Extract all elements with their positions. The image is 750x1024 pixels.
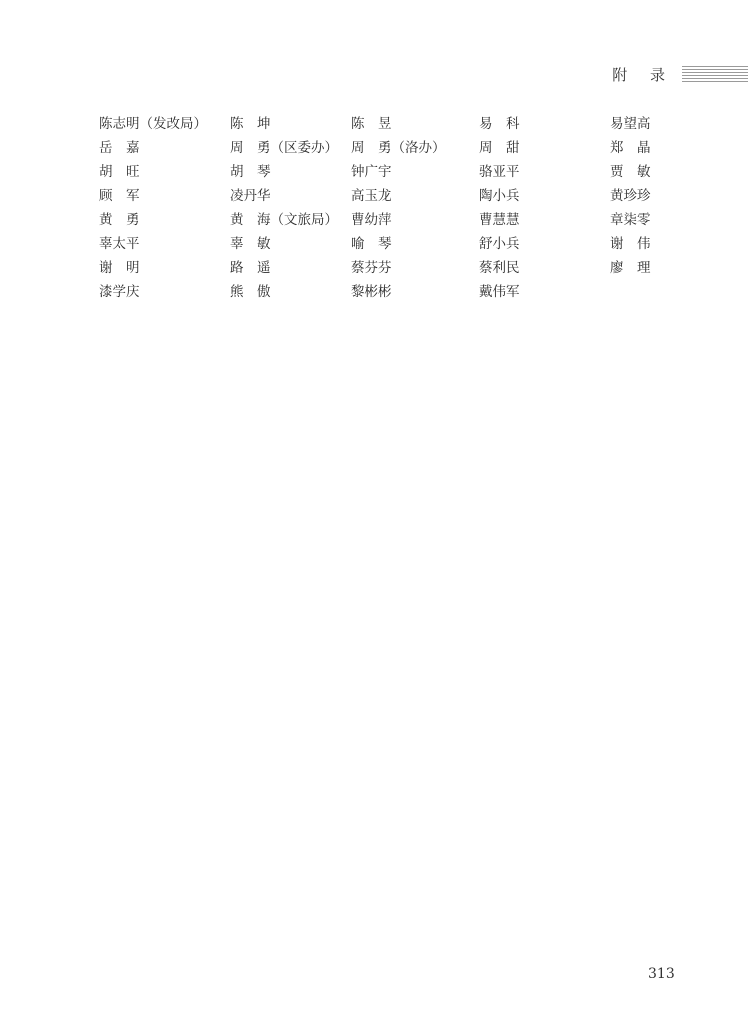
name-entry: 蔡利民 (479, 260, 520, 276)
name-row (99, 281, 659, 305)
name-row (99, 137, 659, 161)
name-entry: 曹幼萍 (351, 212, 392, 228)
name-entry: 喻 琴 (351, 236, 392, 252)
name-entry: 陈 昱 (351, 116, 392, 132)
page-number: 313 (648, 966, 675, 982)
name-entry: 郑 晶 (610, 140, 651, 156)
name-entry: 谢 明 (99, 260, 140, 276)
name-row (99, 233, 659, 257)
name-entry: 骆亚平 (479, 164, 520, 180)
name-entry: 曹慧慧 (479, 212, 520, 228)
name-entry: 章柒零 (610, 212, 651, 228)
name-entry: 黄珍珍 (610, 188, 651, 204)
name-row (99, 257, 659, 281)
section-title: 附 录 (612, 66, 674, 84)
running-header (612, 64, 750, 85)
name-entry: 辜太平 (99, 236, 140, 252)
name-row (99, 185, 659, 209)
name-list (99, 113, 659, 305)
name-entry: 黄 海（文旅局） (230, 212, 338, 228)
name-entry: 黎彬彬 (351, 284, 392, 300)
name-row (99, 209, 659, 233)
name-entry: 蔡芬芬 (351, 260, 392, 276)
header-decorative-lines (682, 66, 748, 83)
name-entry: 黄 勇 (99, 212, 140, 228)
name-entry: 高玉龙 (351, 188, 392, 204)
name-entry: 舒小兵 (479, 236, 520, 252)
name-entry: 顾 军 (99, 188, 140, 204)
name-entry: 贾 敏 (610, 164, 651, 180)
name-entry: 易 科 (479, 116, 520, 132)
name-entry: 钟广宇 (351, 164, 392, 180)
name-row (99, 113, 659, 137)
name-entry: 胡 旺 (99, 164, 140, 180)
name-entry: 胡 琴 (230, 164, 271, 180)
name-entry: 熊 傲 (230, 284, 271, 300)
name-entry: 谢 伟 (610, 236, 651, 252)
name-entry: 凌丹华 (230, 188, 271, 204)
name-entry: 周 勇（洛办） (351, 140, 446, 156)
name-entry: 陈志明（发改局） (99, 116, 207, 132)
name-entry: 廖 理 (610, 260, 651, 276)
name-entry: 周 勇（区委办） (230, 140, 338, 156)
name-entry: 易望高 (610, 116, 651, 132)
name-entry: 漆学庆 (99, 284, 140, 300)
name-row (99, 161, 659, 185)
name-entry: 辜 敏 (230, 236, 271, 252)
name-entry: 陈 坤 (230, 116, 271, 132)
name-entry: 戴伟军 (479, 284, 520, 300)
name-entry: 陶小兵 (479, 188, 520, 204)
name-entry: 周 甜 (479, 140, 520, 156)
name-entry: 岳 嘉 (99, 140, 140, 156)
name-entry: 路 遥 (230, 260, 271, 276)
